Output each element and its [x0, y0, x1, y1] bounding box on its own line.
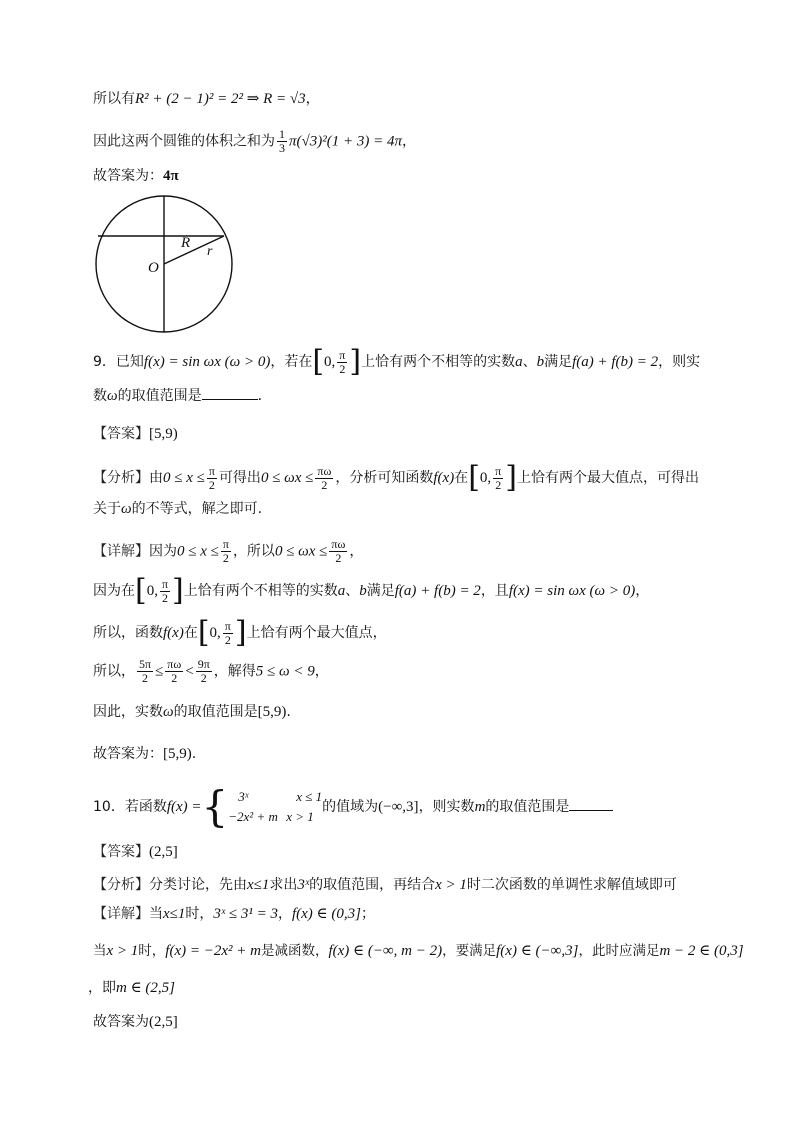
fraction — [207, 465, 217, 492]
frac-den: 2 — [495, 477, 502, 492]
text: ，若在 — [270, 354, 313, 370]
text: 当 — [93, 943, 107, 959]
text: 可得出 — [218, 470, 261, 486]
q10-answer — [93, 842, 178, 862]
solution-line-3 — [93, 166, 179, 186]
fraction — [160, 578, 170, 605]
row1-expr: 3ˣ — [238, 789, 249, 804]
frac-num: π — [224, 618, 231, 633]
row1-cond: x ≤ 1 — [296, 789, 323, 804]
frac-den: 2 — [208, 477, 215, 492]
q10-detail-3 — [88, 978, 175, 998]
equation: m − 2 ∈ (0,3] — [659, 943, 744, 959]
frac-den: 2 — [171, 671, 178, 685]
bracket: [ — [468, 460, 480, 495]
radius-line — [164, 236, 224, 264]
text: 故答案为： — [93, 168, 163, 184]
fraction — [223, 620, 233, 647]
equation: 0 ≤ x ≤ — [163, 470, 205, 486]
frac-den: 2 — [335, 551, 342, 565]
answer-blank — [569, 796, 613, 811]
q10-detail-4 — [93, 1012, 178, 1032]
text: ， — [277, 906, 292, 922]
fraction — [315, 465, 333, 492]
equation: m ∈ (2,5] — [116, 980, 176, 996]
var: b — [359, 583, 367, 599]
circle-figure — [90, 192, 240, 337]
text: 、 — [522, 354, 537, 370]
q9-line-1 — [93, 344, 701, 379]
text: 的取值范围是 — [173, 704, 258, 720]
text: ； — [361, 906, 375, 922]
q9-answer — [93, 424, 178, 444]
interval: 0, — [209, 625, 221, 641]
text: . — [286, 704, 291, 720]
frac-num: 5π — [139, 657, 152, 671]
row2-cond: x > 1 — [286, 809, 314, 824]
answer-value: [5,9) — [149, 426, 178, 442]
bracket: ] — [505, 460, 517, 495]
text: ， — [305, 91, 320, 107]
q9-detail-6 — [93, 744, 196, 764]
frac-den: 2 — [321, 477, 328, 492]
piecewise-function — [201, 782, 323, 831]
equation: 0 ≤ x ≤ — [177, 543, 219, 560]
equation: (2,5] — [149, 1014, 178, 1030]
q10-analysis — [93, 875, 677, 895]
frac-num: 9π — [197, 657, 210, 671]
text: ， — [314, 663, 329, 680]
text: 的取值范围是 — [117, 388, 202, 404]
q10-line-1 — [93, 782, 613, 831]
answer-tag: 【答案】 — [93, 426, 149, 442]
equation: f(x) ∈ (0,3] — [291, 906, 361, 922]
q9-analysis-2 — [93, 499, 262, 519]
text: ，要满足 — [442, 943, 497, 959]
text: 的不等式，解之即可. — [131, 501, 263, 517]
var: a — [515, 354, 523, 370]
row2-expr: −2x² + m — [228, 809, 278, 824]
equation: [5,9) — [257, 704, 287, 720]
bracket: [ — [197, 615, 210, 650]
text: 关于 — [93, 501, 121, 517]
answer-blank — [202, 385, 258, 400]
equation: f(a) + f(b) = 2 — [572, 354, 659, 370]
text: . — [191, 746, 197, 762]
equation: f(x) — [433, 470, 455, 486]
q9-line-2 — [93, 385, 272, 406]
equation: f(x) = — [166, 799, 202, 815]
var: ω — [107, 388, 118, 404]
equation: 3ˣ ≤ 3¹ = 3 — [213, 906, 278, 922]
equation: f(x) ∈ (−∞, m − 2) — [328, 943, 443, 959]
text: 10．若函数 — [93, 799, 167, 815]
equation: 3ˣ — [297, 877, 310, 893]
text: 所以， — [93, 663, 135, 680]
equation: (−∞,3] — [378, 799, 419, 815]
text: 上恰有两个最大值点，可得出 — [516, 470, 699, 486]
text: 满足 — [366, 583, 395, 599]
solution-line-2 — [93, 128, 416, 155]
bracket: ] — [349, 344, 362, 379]
frac-num: π — [495, 463, 502, 478]
text: ， — [349, 543, 364, 560]
text: ，即 — [88, 980, 116, 996]
equation: f(x) = −2x² + m — [165, 943, 261, 959]
text: 的值域为 — [322, 799, 379, 815]
text: 的取值范围是 — [485, 799, 570, 815]
frac-den: 2 — [224, 632, 231, 647]
text: 的取值范围，再结合 — [309, 877, 436, 893]
var: ω — [121, 501, 132, 517]
fraction — [165, 658, 183, 685]
text: 当 — [149, 906, 163, 922]
text: 、 — [345, 583, 360, 599]
interval: 0, — [479, 470, 492, 486]
frac-num: πω — [331, 537, 346, 551]
frac-num: 1 — [279, 127, 285, 141]
text: 数 — [93, 388, 107, 404]
equation: f(a) + f(b) = 2 — [394, 583, 481, 599]
answer-tag: 【答案】 — [93, 844, 149, 860]
text: ， — [401, 133, 416, 150]
text: ，此时应满足 — [578, 943, 660, 959]
fraction — [137, 658, 153, 685]
frac-num: π — [222, 537, 229, 551]
text: ． — [257, 388, 272, 404]
frac-den: 3 — [279, 141, 285, 155]
equation: x > 1 — [106, 943, 139, 959]
text: 9．已知 — [93, 354, 144, 370]
bracket: ] — [234, 615, 247, 650]
fraction — [493, 465, 503, 492]
text: 满足 — [544, 354, 573, 370]
text: 在 — [454, 470, 469, 486]
text: 故答案为 — [93, 1014, 149, 1030]
fraction — [221, 538, 231, 565]
text: 上恰有两个不相等的实数 — [183, 583, 338, 599]
label-O: O — [148, 260, 159, 276]
detail-tag: 【详解】 — [93, 906, 149, 922]
q9-detail-2 — [93, 573, 650, 608]
var: m — [474, 799, 486, 815]
var: b — [536, 354, 545, 370]
text: 所以，函数 — [93, 625, 163, 641]
fraction — [337, 349, 347, 376]
q9-detail-5 — [93, 702, 291, 722]
q9-analysis-1 — [93, 460, 699, 495]
var: ω — [163, 704, 174, 720]
text: 上恰有两个最大值点， — [246, 625, 387, 641]
text: 时， — [185, 906, 214, 922]
equation: f(x) = sin ωx (ω > 0) — [508, 583, 636, 599]
brace: { — [201, 782, 229, 831]
frac-num: π — [208, 463, 215, 478]
text: ，且 — [480, 583, 509, 599]
text: 是减函数， — [260, 943, 329, 959]
text: 由 — [149, 470, 163, 486]
equation: f(x) — [163, 625, 184, 641]
fraction — [196, 658, 212, 685]
q10-detail-2 — [93, 941, 744, 961]
equation: f(x) = sin ωx (ω > 0) — [143, 354, 271, 370]
equation: x≤1 — [163, 906, 186, 922]
bracket: [ — [135, 573, 147, 608]
q10-detail-1 — [93, 904, 375, 924]
text: ，所以 — [232, 543, 275, 560]
text: 分类讨论，先由 — [149, 877, 247, 893]
solution-line-1 — [93, 89, 320, 109]
equation: f(x) ∈ (−∞,3] — [496, 943, 579, 959]
frac-den: 2 — [200, 671, 207, 685]
text: 因为在 — [93, 583, 135, 599]
frac-den: 2 — [162, 590, 168, 605]
label-R: R — [181, 235, 191, 251]
text: ，解得 — [213, 663, 256, 680]
frac-num: π — [339, 347, 346, 362]
var: a — [337, 583, 346, 599]
text: ， — [635, 583, 650, 599]
analysis-tag: 【分析】 — [93, 877, 149, 893]
equation: 0 ≤ ωx ≤ — [274, 543, 328, 560]
q9-detail-1 — [93, 538, 363, 565]
q9-detail-3 — [93, 615, 387, 650]
analysis-tag: 【分析】 — [93, 470, 149, 486]
text: 故答案为： — [93, 746, 163, 762]
frac-num: π — [161, 576, 169, 591]
equation: π(√3)²(1 + 3) = 4π — [289, 133, 402, 150]
detail-tag: 【详解】 — [93, 543, 149, 560]
bracket: ] — [172, 573, 184, 608]
fraction — [329, 538, 347, 565]
q9-detail-4: 所以， $\frac{5\pi}{2}$ ≤ $\frac{\pi\omega}{2}$ < $\frac{9\pi}{2}$ ，解得5 ≤ ω < 9， — [93, 657, 329, 685]
text: 因此，实数 — [93, 704, 163, 720]
text: ，则实数 — [418, 799, 475, 815]
text: 因此这两个圆锥的体积之和为 — [93, 133, 275, 150]
equation: 0 ≤ ωx ≤ — [260, 470, 314, 486]
piecewise-rows — [228, 787, 322, 827]
text: 时， — [138, 943, 166, 959]
answer: 4π — [163, 168, 179, 184]
frac-den: 2 — [222, 551, 229, 565]
text: 在 — [183, 625, 198, 641]
equation: x > 1 — [435, 877, 467, 893]
equation: R² + (2 − 1)² = 2² ⇒ R = √3 — [135, 91, 306, 107]
frac-num: πω — [167, 657, 182, 671]
text: ，则实 — [658, 354, 701, 370]
bracket: [ — [312, 344, 325, 379]
answer-value: (2,5] — [149, 844, 178, 860]
interval: 0, — [146, 583, 158, 599]
text: ，分析可知函数 — [335, 470, 434, 486]
interval: 0, — [324, 354, 336, 370]
frac-den: 2 — [339, 361, 346, 376]
frac-den: 2 — [142, 671, 149, 685]
text: 所以有 — [93, 91, 135, 107]
equation: 5 ≤ ω < 9 — [255, 663, 315, 680]
label-r: r — [207, 244, 213, 259]
text: 因为 — [149, 543, 177, 560]
equation: x≤1 — [247, 877, 270, 893]
text: 上恰有两个不相等的实数 — [361, 354, 516, 370]
text: 时二次函数的单调性求解值域即可 — [466, 877, 677, 893]
frac-num: πω — [317, 463, 332, 478]
equation: [5,9) — [163, 746, 192, 762]
text: 求出 — [269, 877, 298, 893]
fraction — [277, 128, 287, 155]
